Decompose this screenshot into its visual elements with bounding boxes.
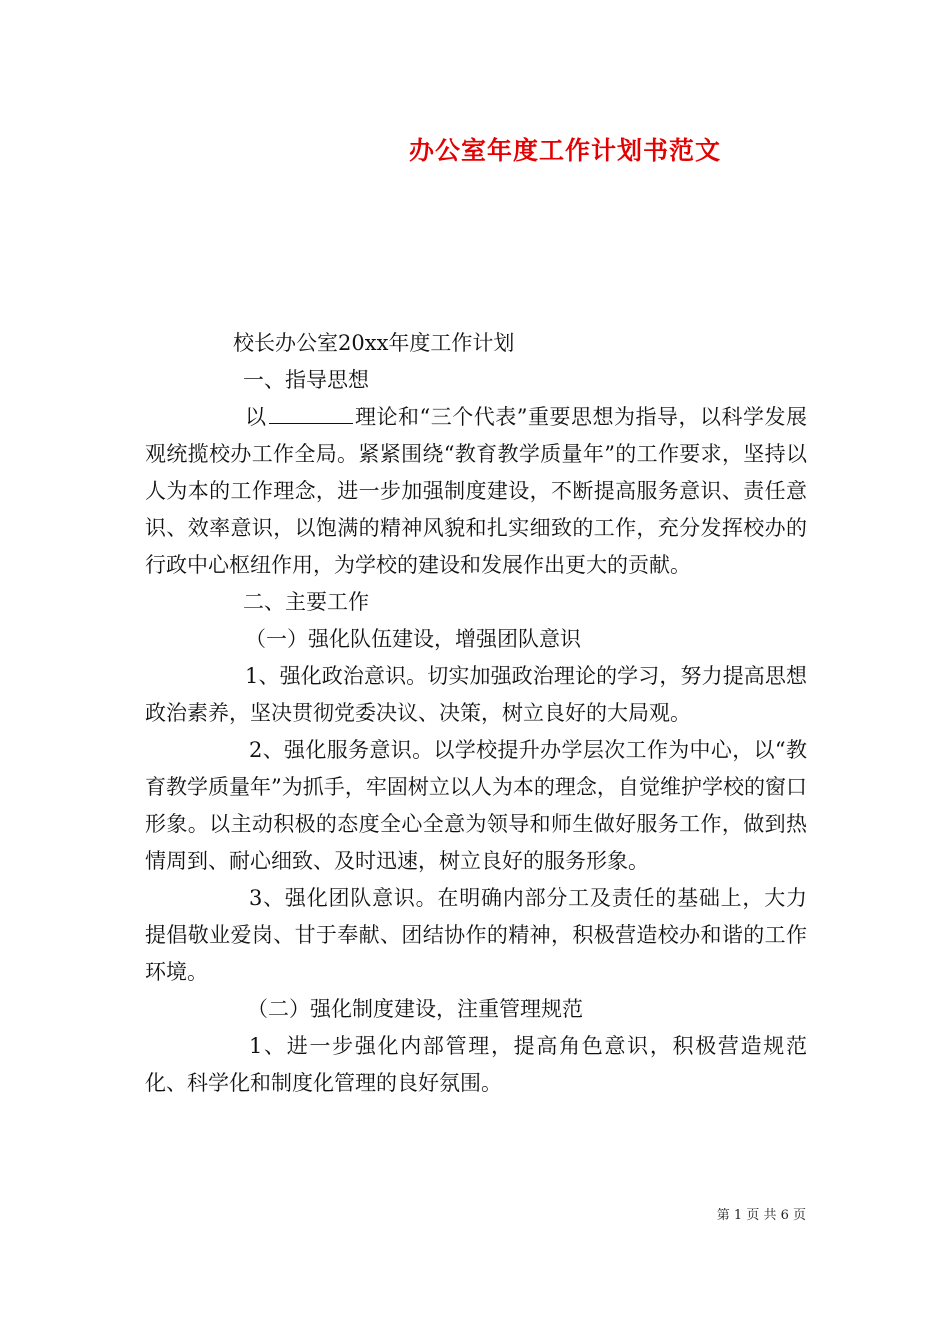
paragraph-prefix: 以 — [245, 405, 267, 429]
heading-main-work: 二、主要工作 — [243, 590, 369, 614]
item-service-awareness: 2、强化服务意识。以学校提升办学层次工作为中心，以“教育教学质量年”为抓手，牢固树立以人为本的理念，自觉维护学校的窗口形象。以主动积极的态度全心全意为领导和师生做好服务工作，做到热情周到、耐心细致、及时迅速，树立良好的服务形象。 — [145, 738, 807, 873]
page-number-footer: 第 1 页 共 6 页 — [716, 1208, 806, 1223]
heading-guiding-thought: 一、指导思想 — [243, 368, 369, 392]
document-subtitle: 校长办公室20xx年度工作计划 — [233, 331, 515, 355]
item-internal-management: 1、进一步强化内部管理，提高角色意识，积极营造规范化、科学化和制度化管理的良好氛围。 — [145, 1034, 807, 1095]
document-body — [145, 325, 807, 1102]
section-system-building: （二）强化制度建设，注重管理规范 — [247, 997, 583, 1021]
paragraph-text: 理论和“三个代表”重要思想为指导，以科学发展观统揽校办工作全局。紧紧围绕“教育教学质量年”的工作要求，坚持以人为本的工作理念，进一步加强制度建设，不断提高服务意识、责任意识、效率意识，以饱满的精神风貌和扎实细致的工作，充分发挥校办的行政中心枢纽作用，为学校的建设和发展作出更大的贡献。 — [145, 405, 808, 577]
section-team-building: （一）强化队伍建设，增强团队意识 — [245, 627, 581, 651]
document-title: 办公室年度工作计划书范文 — [408, 136, 721, 165]
fill-in-blank — [269, 405, 353, 424]
paragraph-guiding-thought — [145, 399, 807, 584]
item-political-awareness: 1、强化政治意识。切实加强政治理论的学习，努力提高思想政治素养，坚决贯彻党委决议、决策，树立良好的大局观。 — [145, 664, 807, 725]
item-team-awareness: 3、强化团队意识。在明确内部分工及责任的基础上，大力提倡敬业爱岗、甘于奉献、团结协作的精神，积极营造校办和谐的工作环境。 — [145, 886, 807, 984]
